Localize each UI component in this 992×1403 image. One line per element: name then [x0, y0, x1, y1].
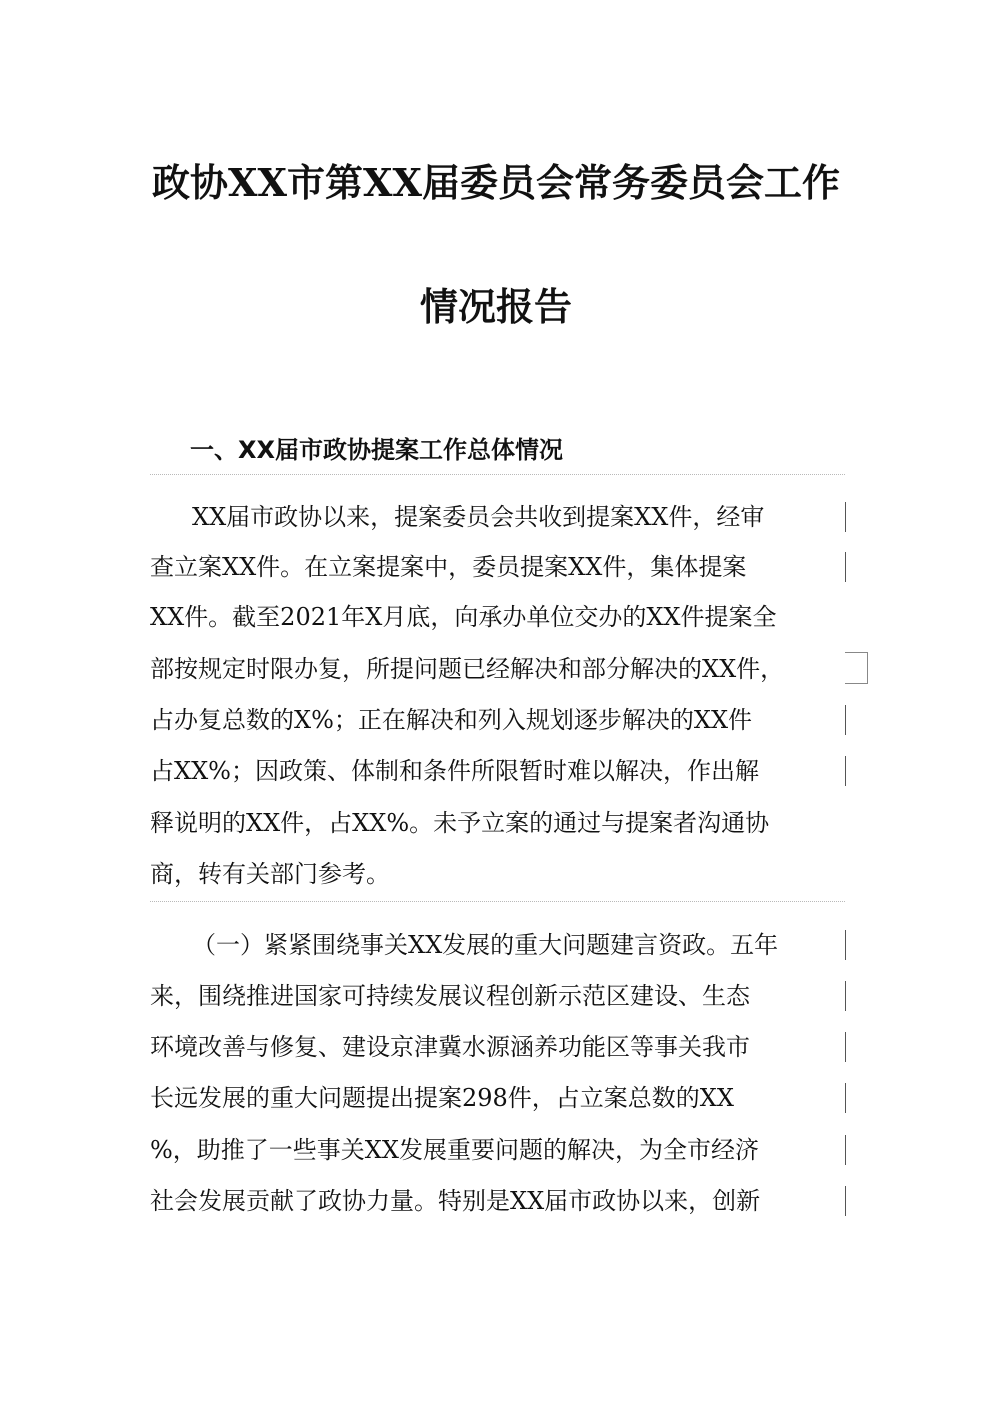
paragraph-2-line: 来，围绕推进国家可持续发展议程创新示范区建设、生态	[150, 982, 750, 1010]
change-bar	[845, 756, 846, 786]
change-bar	[845, 930, 846, 960]
paragraph-1-line: 查立案XX件。在立案提案中，委员提案XX件，集体提案	[150, 553, 747, 581]
paragraph-2-line: 社会发展贡献了政协力量。特别是XX届市政协以来，创新	[150, 1187, 761, 1215]
paragraph-2-line: （一）紧紧围绕事关XX发展的重大问题建言资政。五年	[192, 931, 779, 959]
paragraph-1-line: XX届市政协以来，提案委员会共收到提案XX件，经审	[192, 503, 765, 531]
change-bar	[845, 502, 846, 532]
change-bar	[845, 705, 846, 735]
section-1-heading: 一、XX届市政协提案工作总体情况	[190, 436, 564, 464]
paragraph-2-line: %，助推了一些事关XX发展重要问题的解决，为全市经济	[150, 1136, 759, 1164]
paragraph-divider	[150, 901, 845, 902]
change-bar	[845, 1135, 846, 1165]
paragraph-1-line: 占办复总数的X%；正在解决和列入规划逐步解决的XX件	[150, 706, 753, 734]
change-bar	[845, 1186, 846, 1216]
paragraph-2-line: 环境改善与修复、建设京津冀水源涵养功能区等事关我市	[150, 1033, 750, 1061]
paragraph-1-line: 释说明的XX件，占XX%。未予立案的通过与提案者沟通协	[150, 809, 770, 837]
change-bar	[845, 1032, 846, 1062]
comment-bracket	[845, 652, 868, 684]
paragraph-1-line: 占XX%；因政策、体制和条件所限暂时难以解决，作出解	[150, 757, 759, 785]
paragraph-1-line: 商，转有关部门参考。	[150, 860, 390, 888]
change-bar	[845, 552, 846, 582]
document-title-line-2: 情况报告	[419, 284, 572, 329]
paragraph-1-line: 部按规定时限办复，所提问题已经解决和部分解决的XX件，	[150, 655, 785, 683]
paragraph-2-line: 长远发展的重大问题提出提案298件，占立案总数的XX	[150, 1084, 734, 1112]
paragraph-divider	[150, 474, 845, 475]
change-bar	[845, 1083, 846, 1113]
paragraph-1-line: XX件。截至2021年X月底，向承办单位交办的XX件提案全	[150, 603, 777, 631]
change-bar	[845, 981, 846, 1011]
document-title-line-1: 政协XX市第XX届委员会常务委员会工作	[152, 160, 840, 205]
